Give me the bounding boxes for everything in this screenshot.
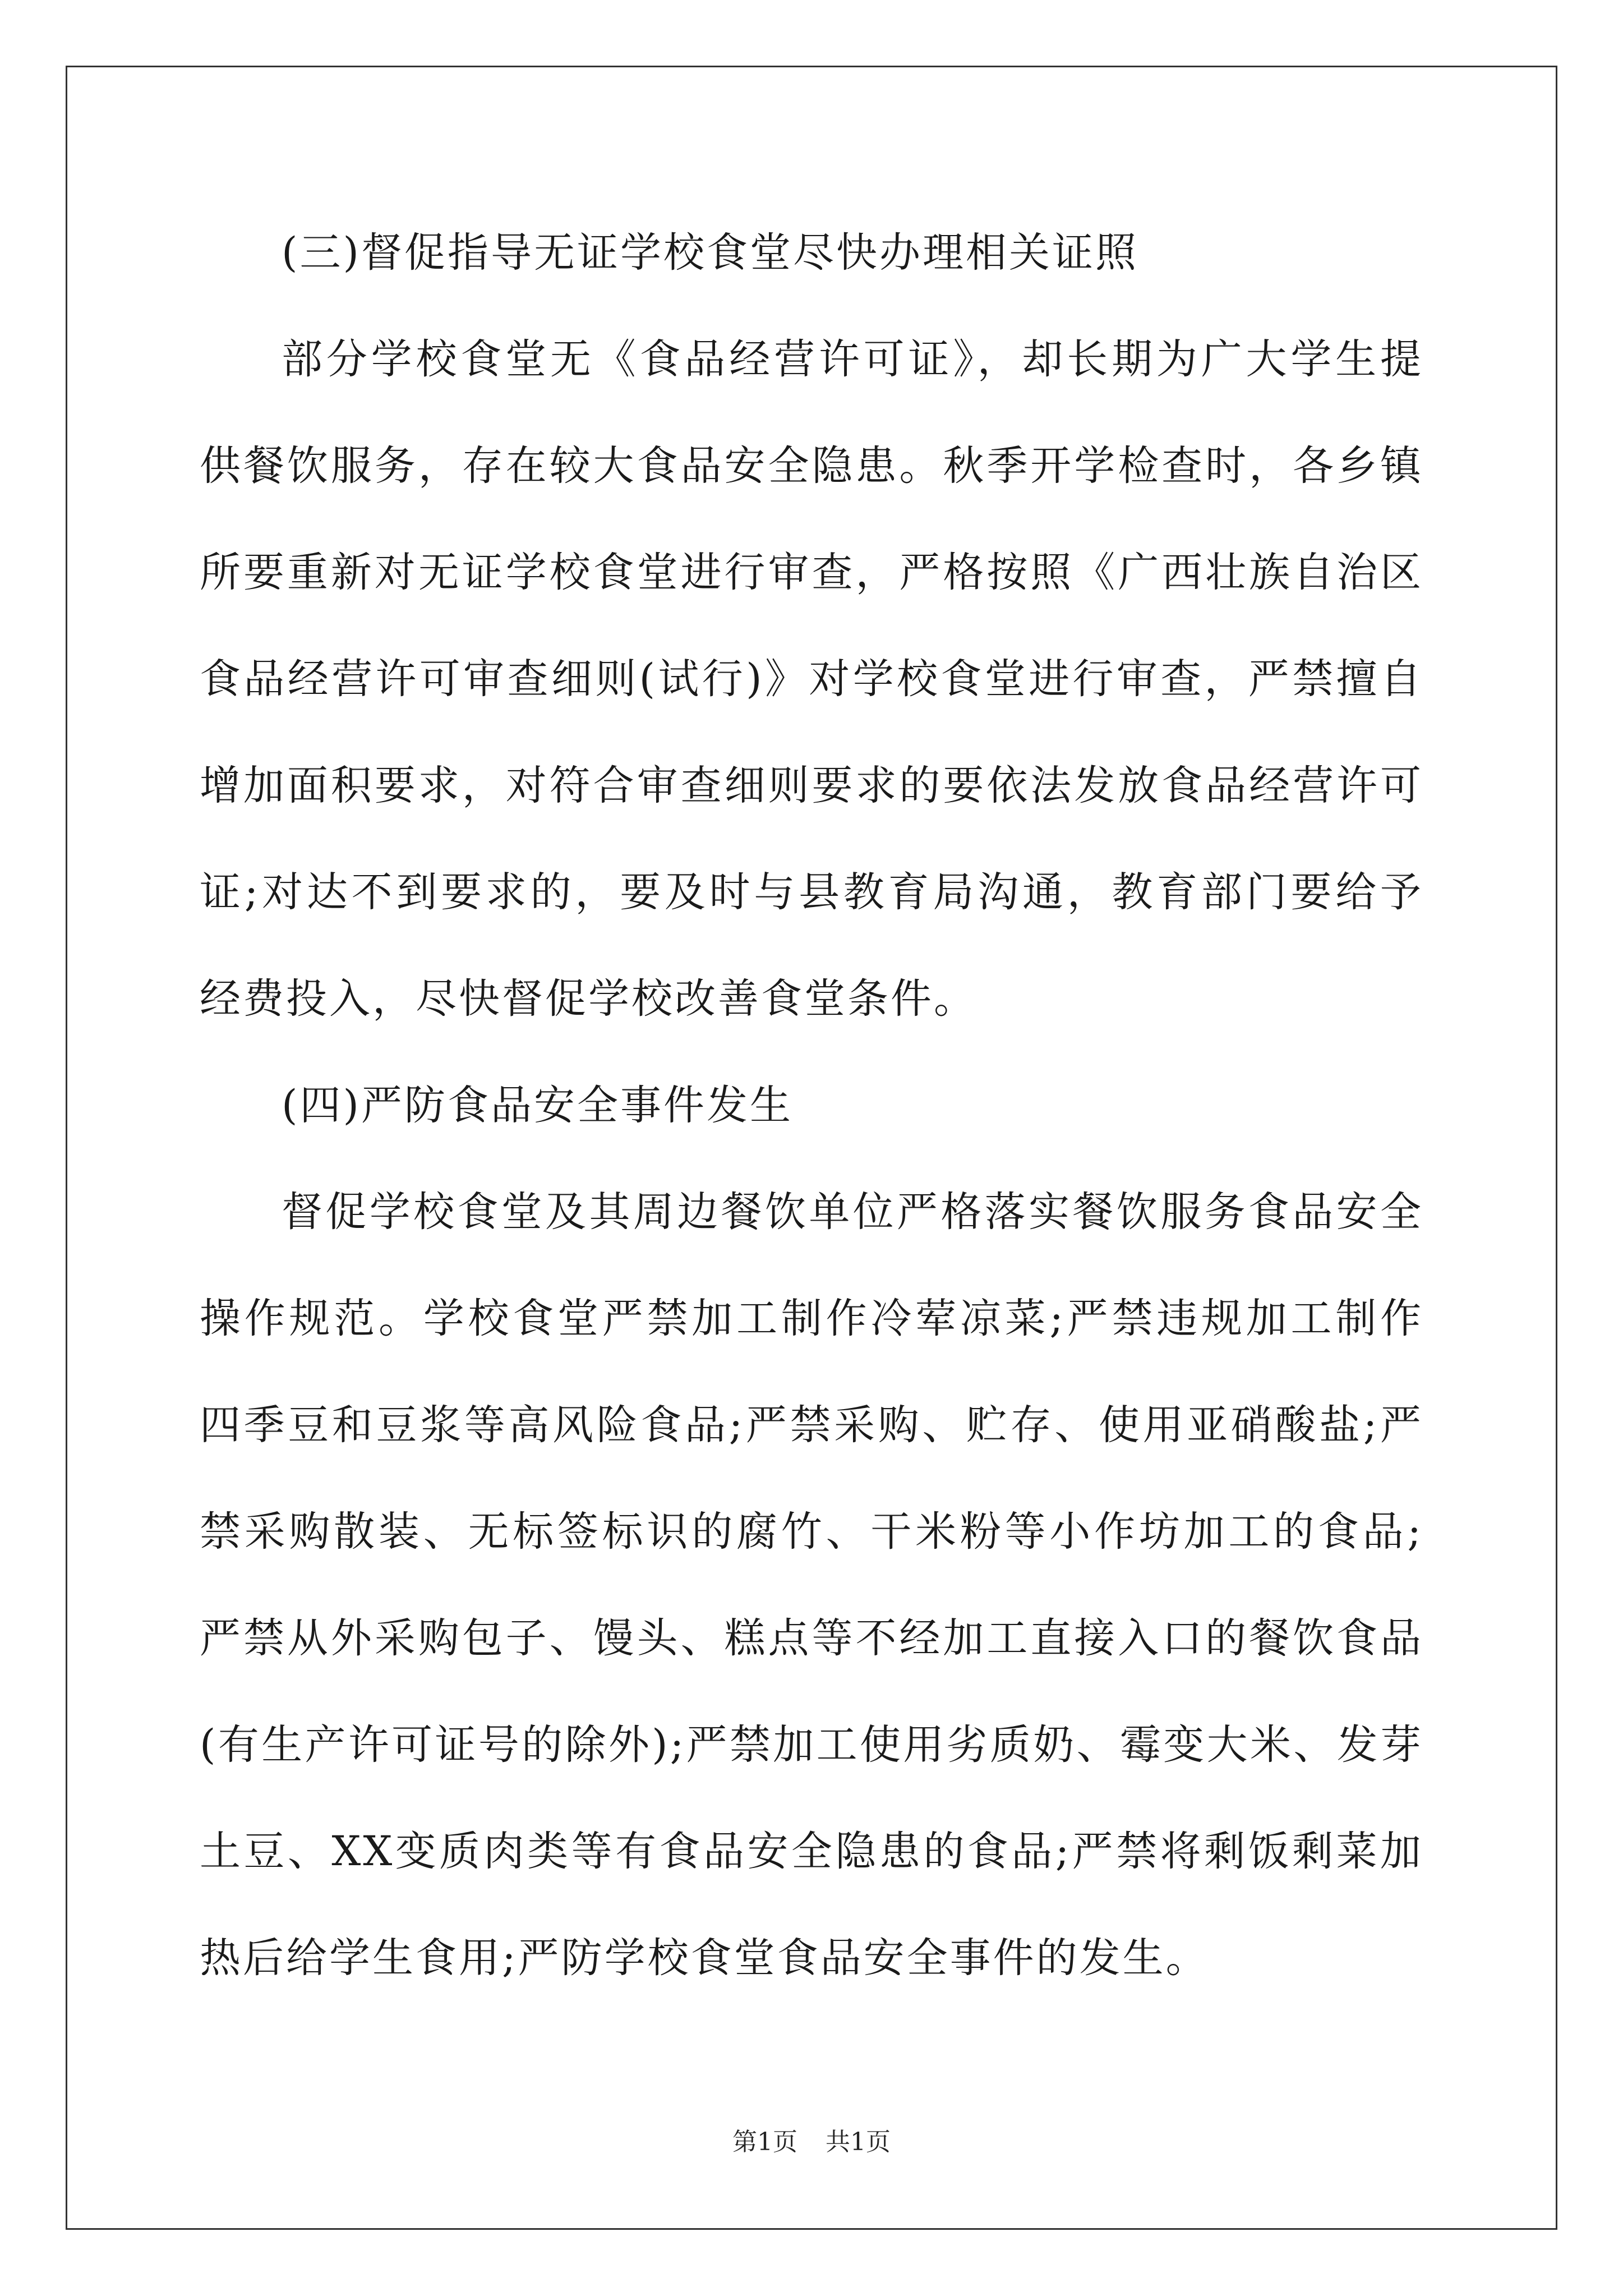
section-heading-4: (四)严防食品安全事件发生 [282, 1082, 793, 1129]
page-number: 第1页 [732, 2128, 797, 2156]
section-heading-3: (三)督促指导无证学校食堂尽快办理相关证照 [282, 229, 1138, 277]
page-footer [0, 2122, 1623, 2157]
section-body-3: 部分学校食堂无《食品经营许可证》，却长期为广大学生提供餐饮服务，存在较大食品安全隐患。秋季开学检查时，各乡镇所要重新对无证学校食堂进行审查，严格按照《广西壮族自治区食品经营许可审查细则(试行)》对学校食堂进行审查，严禁擅自增加面积要求，对符合审查细则要求的要依法发放食品经营许可证;对达不到要求的，要及时与县教育局沟通，教育部门要给予经费投入，尽快督促学校改善食堂条件。 [200, 335, 1423, 1023]
document-body [200, 200, 1423, 2012]
section-body-4: 督促学校食堂及其周边餐饮单位严格落实餐饮服务食品安全操作规范。学校食堂严禁加工制作冷荤凉菜;严禁违规加工制作四季豆和豆浆等高风险食品;严禁采购、贮存、使用亚硝酸盐;严禁采购散装、无标签标识的腐竹、干米粉等小作坊加工的食品;严禁从外采购包子、馒头、糕点等不经加工直接入口的餐饮食品(有生产许可证号的除外);严禁加工使用劣质奶、霉变大米、发芽土豆、XX变质肉类等有食品安全隐患的食品;严禁将剩饭剩菜加热后给学生食用;严防学校食堂食品安全事件的发生。 [200, 1188, 1423, 1982]
page-total: 共1页 [826, 2128, 891, 2156]
